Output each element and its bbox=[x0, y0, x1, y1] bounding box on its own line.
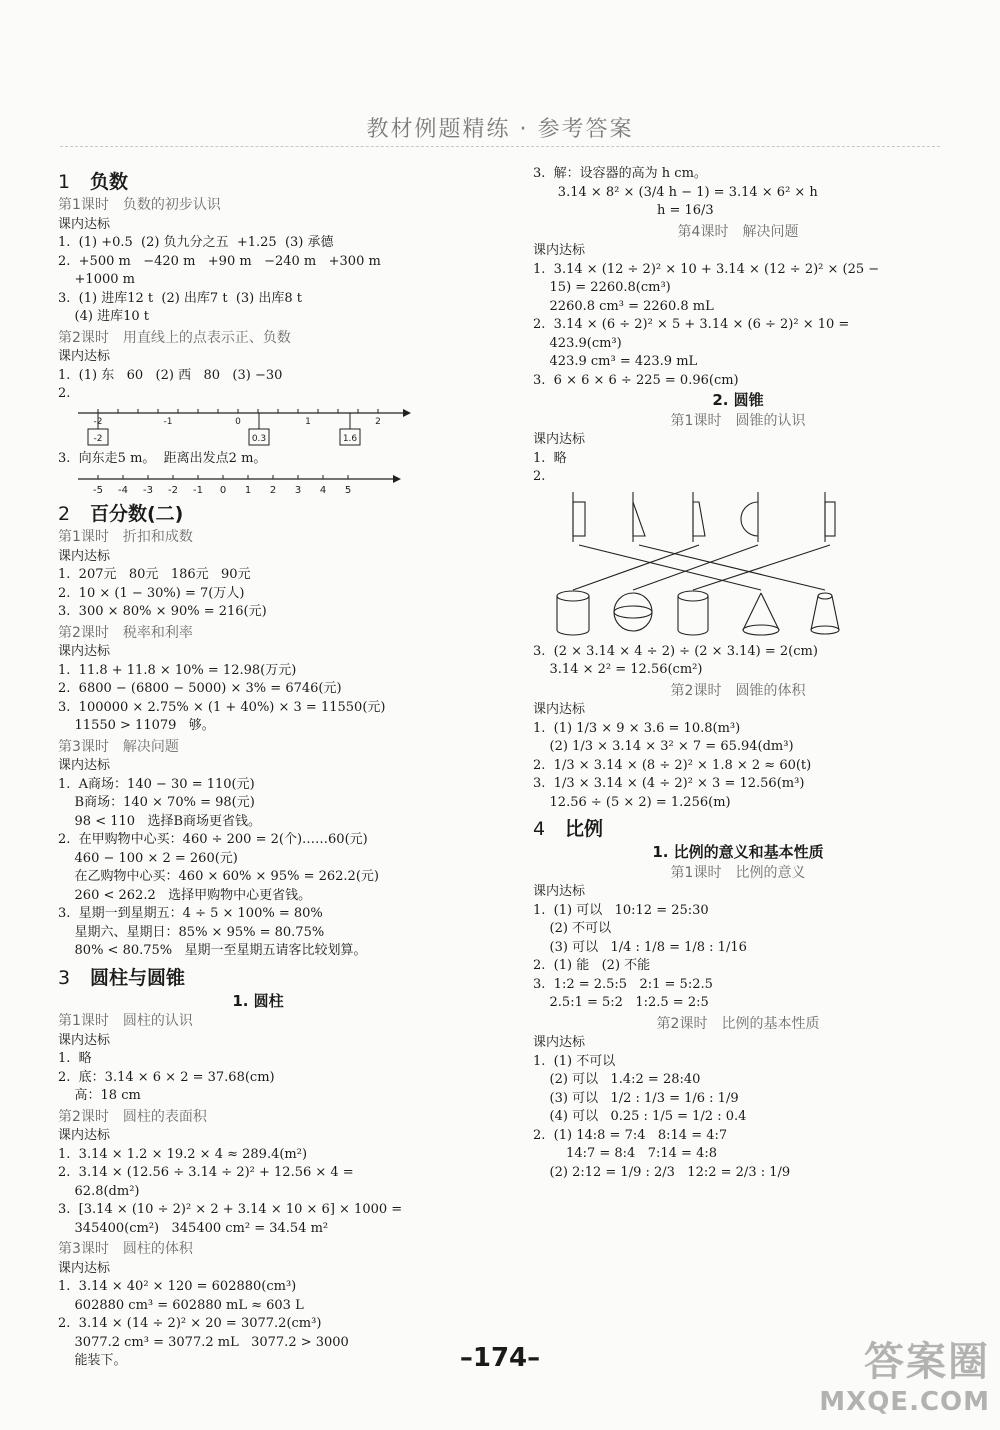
tick-label: -5 bbox=[93, 485, 103, 496]
answer-line: 1. 略 bbox=[58, 1051, 92, 1066]
answer-line: 2. 10 × (1 − 30%) = 7(万人) bbox=[58, 585, 245, 601]
section-label: 课内达标 bbox=[58, 1032, 111, 1048]
answer-line: (2) 可以 1.4:2 = 28:40 bbox=[533, 1072, 701, 1087]
tick-label: 2 bbox=[269, 485, 277, 496]
tick-label: -2 bbox=[93, 416, 103, 427]
header-rule bbox=[60, 146, 940, 147]
answer-line: 2. 1/3 × 3.14 × (8 ÷ 2)² × 1.8 × 2 ≈ 60(t) bbox=[533, 757, 812, 773]
subsection-title: 1. 比例的意义和基本性质 bbox=[652, 843, 824, 861]
answer-line: 3. [3.14 × (10 ÷ 2)² × 2 + 3.14 × 10 × 6] × 1000 = bbox=[58, 1202, 403, 1217]
point-box-label: 0.3 bbox=[251, 433, 267, 444]
tick-label: -1 bbox=[193, 485, 203, 496]
answer-line: 2. bbox=[533, 469, 546, 484]
tick-label: 1 bbox=[244, 485, 252, 496]
lesson-title: 第2课时 比例的基本性质 bbox=[656, 1015, 820, 1032]
answer-line: 高：18 cm bbox=[58, 1088, 141, 1103]
page-header: 教材例题精练 · 参考答案 bbox=[366, 117, 634, 142]
answer-line: 12.56 ÷ (5 × 2) = 1.256(m) bbox=[533, 794, 731, 810]
answer-line: (2) 1/3 × 3.14 × 3² × 7 = 65.94(dm³) bbox=[533, 739, 794, 754]
answer-line: 14:7 = 8:4 7:14 = 4:8 bbox=[533, 1146, 717, 1161]
answer-line: 98 < 110 选择B商场更省钱。 bbox=[58, 813, 261, 829]
answer-line: 3. 星期一到星期五：4 ÷ 5 × 100% = 80% bbox=[58, 906, 323, 921]
answer-line: 1. 207元 80元 186元 90元 bbox=[58, 567, 251, 582]
answer-line: 1. 11.8 + 11.8 × 10% = 12.98(万元) bbox=[58, 662, 297, 678]
chapter-title: 圆柱与圆锥 bbox=[90, 966, 186, 989]
answer-line: 星期六、星期日：85% × 95% = 80.75% bbox=[58, 924, 325, 940]
subsection-title: 2. 圆锥 bbox=[712, 391, 764, 409]
chapter-title: 百分数(二) bbox=[90, 503, 184, 525]
chapter-number: 4 bbox=[533, 818, 546, 840]
answer-line: 3077.2 cm³ = 3077.2 mL 3077.2 > 3000 bbox=[58, 1334, 349, 1350]
chapter-3-heading bbox=[58, 966, 458, 990]
answer-line: 1. 3.14 × 1.2 × 19.2 × 4 ≈ 289.4(m²) bbox=[58, 1146, 308, 1162]
answer-line: 2260.8 cm³ = 2260.8 mL bbox=[533, 298, 714, 314]
answer-line: (4) 进库10 t bbox=[58, 309, 149, 324]
lesson-title: 第4课时 解决问题 bbox=[677, 223, 799, 240]
answer-line: 在乙购物中心买：460 × 60% × 95% = 262.2(元) bbox=[58, 869, 379, 884]
tick-label: 1 bbox=[305, 416, 311, 427]
tick-label: -1 bbox=[163, 416, 173, 427]
answer-line: (3) 可以 1/2 : 1/3 = 1/6 : 1/9 bbox=[533, 1090, 739, 1106]
answer-line: 11550 > 11079 够。 bbox=[58, 718, 215, 733]
tick-label: 0 bbox=[235, 416, 241, 427]
chapter-number: 3 bbox=[58, 966, 71, 989]
answer-line: 2.5:1 = 5:2 1:2.5 = 2:5 bbox=[533, 995, 709, 1010]
section-label: 课内达标 bbox=[533, 243, 586, 258]
answer-line: 3. 向东走5 m。 距离出发点2 m。 bbox=[58, 450, 267, 466]
answer-line: 2. 3.14 × (14 ÷ 2)² × 20 = 3077.2(cm³) bbox=[58, 1316, 322, 1331]
answer-line: 2. (1) 14:8 = 7:4 8:14 = 4:7 bbox=[533, 1127, 728, 1143]
answer-line: (2) 2:12 = 1/9 : 2/3 12:2 = 2/3 : 1/9 bbox=[533, 1164, 791, 1180]
answer-line: 1. 3.14 × (12 ÷ 2)² × 10 + 3.14 × (12 ÷ 2)² × (25 − bbox=[533, 261, 880, 277]
answer-line: 345400(cm²) 345400 cm² = 34.54 m² bbox=[58, 1220, 329, 1236]
right-column bbox=[533, 165, 943, 1182]
section-label: 课内达标 bbox=[533, 884, 586, 899]
answer-line: 62.8(dm²) bbox=[58, 1183, 140, 1199]
number-line-2 bbox=[58, 471, 438, 497]
tick-label: 0 bbox=[219, 485, 227, 496]
answer-line: 260 < 262.2 选择甲购物中心更省钱。 bbox=[58, 887, 312, 903]
number-line-1 bbox=[58, 407, 438, 447]
section-label: 课内达标 bbox=[58, 1128, 111, 1143]
answer-line: 2. 6800 − (6800 − 5000) × 3% = 6746(元) bbox=[58, 681, 342, 696]
chapter-number: 2 bbox=[58, 503, 71, 525]
section-label: 课内达标 bbox=[58, 644, 111, 659]
section-label: 课内达标 bbox=[58, 349, 111, 364]
tick-label: -3 bbox=[143, 485, 153, 496]
answer-line: 2. 在甲购物中心买：460 ÷ 200 = 2(个)……60(元) bbox=[58, 832, 368, 847]
answer-line: 3.14 × 2² = 12.56(cm²) bbox=[533, 662, 703, 677]
point-box-label: -2 bbox=[93, 433, 103, 444]
answer-line: 3. 100000 × 2.75% × (1 + 40%) × 3 = 11550(元) bbox=[58, 699, 386, 715]
lesson-title: 第3课时 解决问题 bbox=[58, 738, 179, 755]
tick-label: -4 bbox=[118, 485, 128, 496]
tick-label: 4 bbox=[319, 485, 327, 496]
chapter-2-heading bbox=[58, 502, 458, 526]
watermark-url: MXQE.COM bbox=[819, 1387, 990, 1417]
answer-line: 1. (1) 东 60 (2) 西 80 (3) −30 bbox=[58, 367, 283, 383]
answer-line: (3) 可以 1/4 : 1/8 = 1/8 : 1/16 bbox=[533, 939, 747, 955]
answer-line: 1. 略 bbox=[533, 450, 567, 466]
answer-line: +1000 m bbox=[58, 272, 135, 287]
tick-label: 2 bbox=[375, 416, 381, 427]
chapter-1-heading bbox=[58, 170, 458, 194]
point-box-label: 1.6 bbox=[342, 433, 358, 444]
answer-line: 能装下。 bbox=[58, 1353, 127, 1368]
answer-line: 1. (1) 可以 10:12 = 25:30 bbox=[533, 902, 709, 918]
answer-line: 3. 300 × 80% × 90% = 216(元) bbox=[58, 604, 267, 619]
lesson-title: 第2课时 圆锥的体积 bbox=[670, 682, 806, 699]
answer-line: (2) 不可以 bbox=[533, 921, 612, 936]
watermark-title: 答案圈 bbox=[864, 1339, 990, 1385]
answer-line: B商场：140 × 70% = 98(元) bbox=[58, 795, 255, 810]
section-label: 课内达标 bbox=[58, 548, 111, 564]
answer-line: 602880 cm³ = 602880 mL ≈ 603 L bbox=[58, 1297, 304, 1313]
lesson-title: 第1课时 圆锥的认识 bbox=[670, 412, 806, 429]
chapter-title: 比例 bbox=[565, 818, 604, 840]
answer-line: 460 − 100 × 2 = 260(元) bbox=[58, 850, 238, 866]
answer-line: 423.9(cm³) bbox=[533, 335, 622, 351]
lesson-title: 第2课时 圆柱的表面积 bbox=[58, 1108, 207, 1125]
tick-label: 5 bbox=[344, 485, 352, 496]
section-label: 课内达标 bbox=[533, 432, 586, 447]
section-label: 课内达标 bbox=[58, 758, 111, 773]
answer-line: 3. 1:2 = 2.5:5 2:1 = 5:2.5 bbox=[533, 976, 713, 992]
answer-line: 2. 底：3.14 × 6 × 2 = 37.68(cm) bbox=[58, 1069, 275, 1085]
rotation-matching-figure bbox=[533, 490, 863, 640]
lesson-title: 第1课时 负数的初步认识 bbox=[58, 197, 221, 213]
section-label: 课内达标 bbox=[58, 1260, 111, 1276]
answer-line: 15) = 2260.8(cm³) bbox=[533, 280, 671, 295]
watermark bbox=[819, 1330, 990, 1417]
answer-line: 3. 1/3 × 3.14 × (4 ÷ 2)² × 3 = 12.56(m³) bbox=[533, 776, 805, 791]
tick-label: -2 bbox=[168, 485, 178, 496]
answer-line: 2. +500 m −420 m +90 m −240 m +300 m bbox=[58, 253, 381, 269]
answer-line: 1. (1) 1/3 × 9 × 3.6 = 10.8(m³) bbox=[533, 720, 741, 736]
answer-line: 3. 6 × 6 × 6 ÷ 225 = 0.96(cm) bbox=[533, 372, 739, 388]
page-number: –174– bbox=[459, 1343, 541, 1373]
answer-line: (4) 可以 0.25 : 1/5 = 1/2 : 0.4 bbox=[533, 1109, 747, 1124]
chapter-number: 1 bbox=[58, 171, 71, 193]
lesson-title: 第2课时 税率和利率 bbox=[58, 624, 193, 641]
lesson-title: 第2课时 用直线上的点表示正、负数 bbox=[58, 329, 291, 346]
lesson-title: 第1课时 折扣和成数 bbox=[58, 529, 193, 545]
answer-line: 1. (1) 不可以 bbox=[533, 1053, 616, 1069]
answer-line: 80% < 80.75% 星期一至星期五请客比较划算。 bbox=[58, 943, 367, 958]
tick-label: 3 bbox=[294, 485, 302, 496]
lesson-title: 第1课时 比例的意义 bbox=[670, 864, 806, 881]
answer-line: 2. 3.14 × (12.56 ÷ 3.14 ÷ 2)² + 12.56 × 4 = bbox=[58, 1165, 354, 1180]
section-label: 课内达标 bbox=[58, 216, 111, 232]
lesson-title: 第3课时 圆柱的体积 bbox=[58, 1241, 193, 1257]
answer-line: 2. bbox=[58, 386, 71, 401]
chapter-title: 负数 bbox=[90, 171, 129, 193]
answer-line: 3.14 × 8² × (3/4 h − 1) = 3.14 × 6² × h bbox=[533, 184, 818, 200]
answer-line: 2. (1) 能 (2) 不能 bbox=[533, 958, 651, 973]
subsection-title: 1. 圆柱 bbox=[232, 991, 284, 1010]
chapter-4-heading bbox=[533, 817, 943, 841]
answer-line: 1. (1) +0.5 (2) 负九分之五 +1.25 (3) 承德 bbox=[58, 235, 334, 250]
answer-line: 3. (2 × 3.14 × 4 ÷ 2) ÷ (2 × 3.14) = 2(cm) bbox=[533, 643, 818, 659]
left-column bbox=[58, 165, 458, 1371]
answer-line: 1. 3.14 × 40² × 120 = 602880(cm³) bbox=[58, 1279, 297, 1294]
lesson-title: 第1课时 圆柱的认识 bbox=[58, 1013, 193, 1029]
answer-line: 3. 解：设容器的高为 h cm。 bbox=[533, 166, 707, 181]
answer-line: 2. 3.14 × (6 ÷ 2)² × 5 + 3.14 × (6 ÷ 2)² × 10 = bbox=[533, 317, 850, 332]
section-label: 课内达标 bbox=[533, 702, 586, 717]
answer-line: h = 16/3 bbox=[533, 203, 714, 218]
answer-line: 423.9 cm³ = 423.9 mL bbox=[533, 354, 698, 369]
answer-line: 1. A商场：140 − 30 = 110(元) bbox=[58, 776, 255, 792]
section-label: 课内达标 bbox=[533, 1035, 586, 1050]
answer-line: 3. (1) 进库12 t (2) 出库7 t (3) 出库8 t bbox=[58, 290, 302, 306]
